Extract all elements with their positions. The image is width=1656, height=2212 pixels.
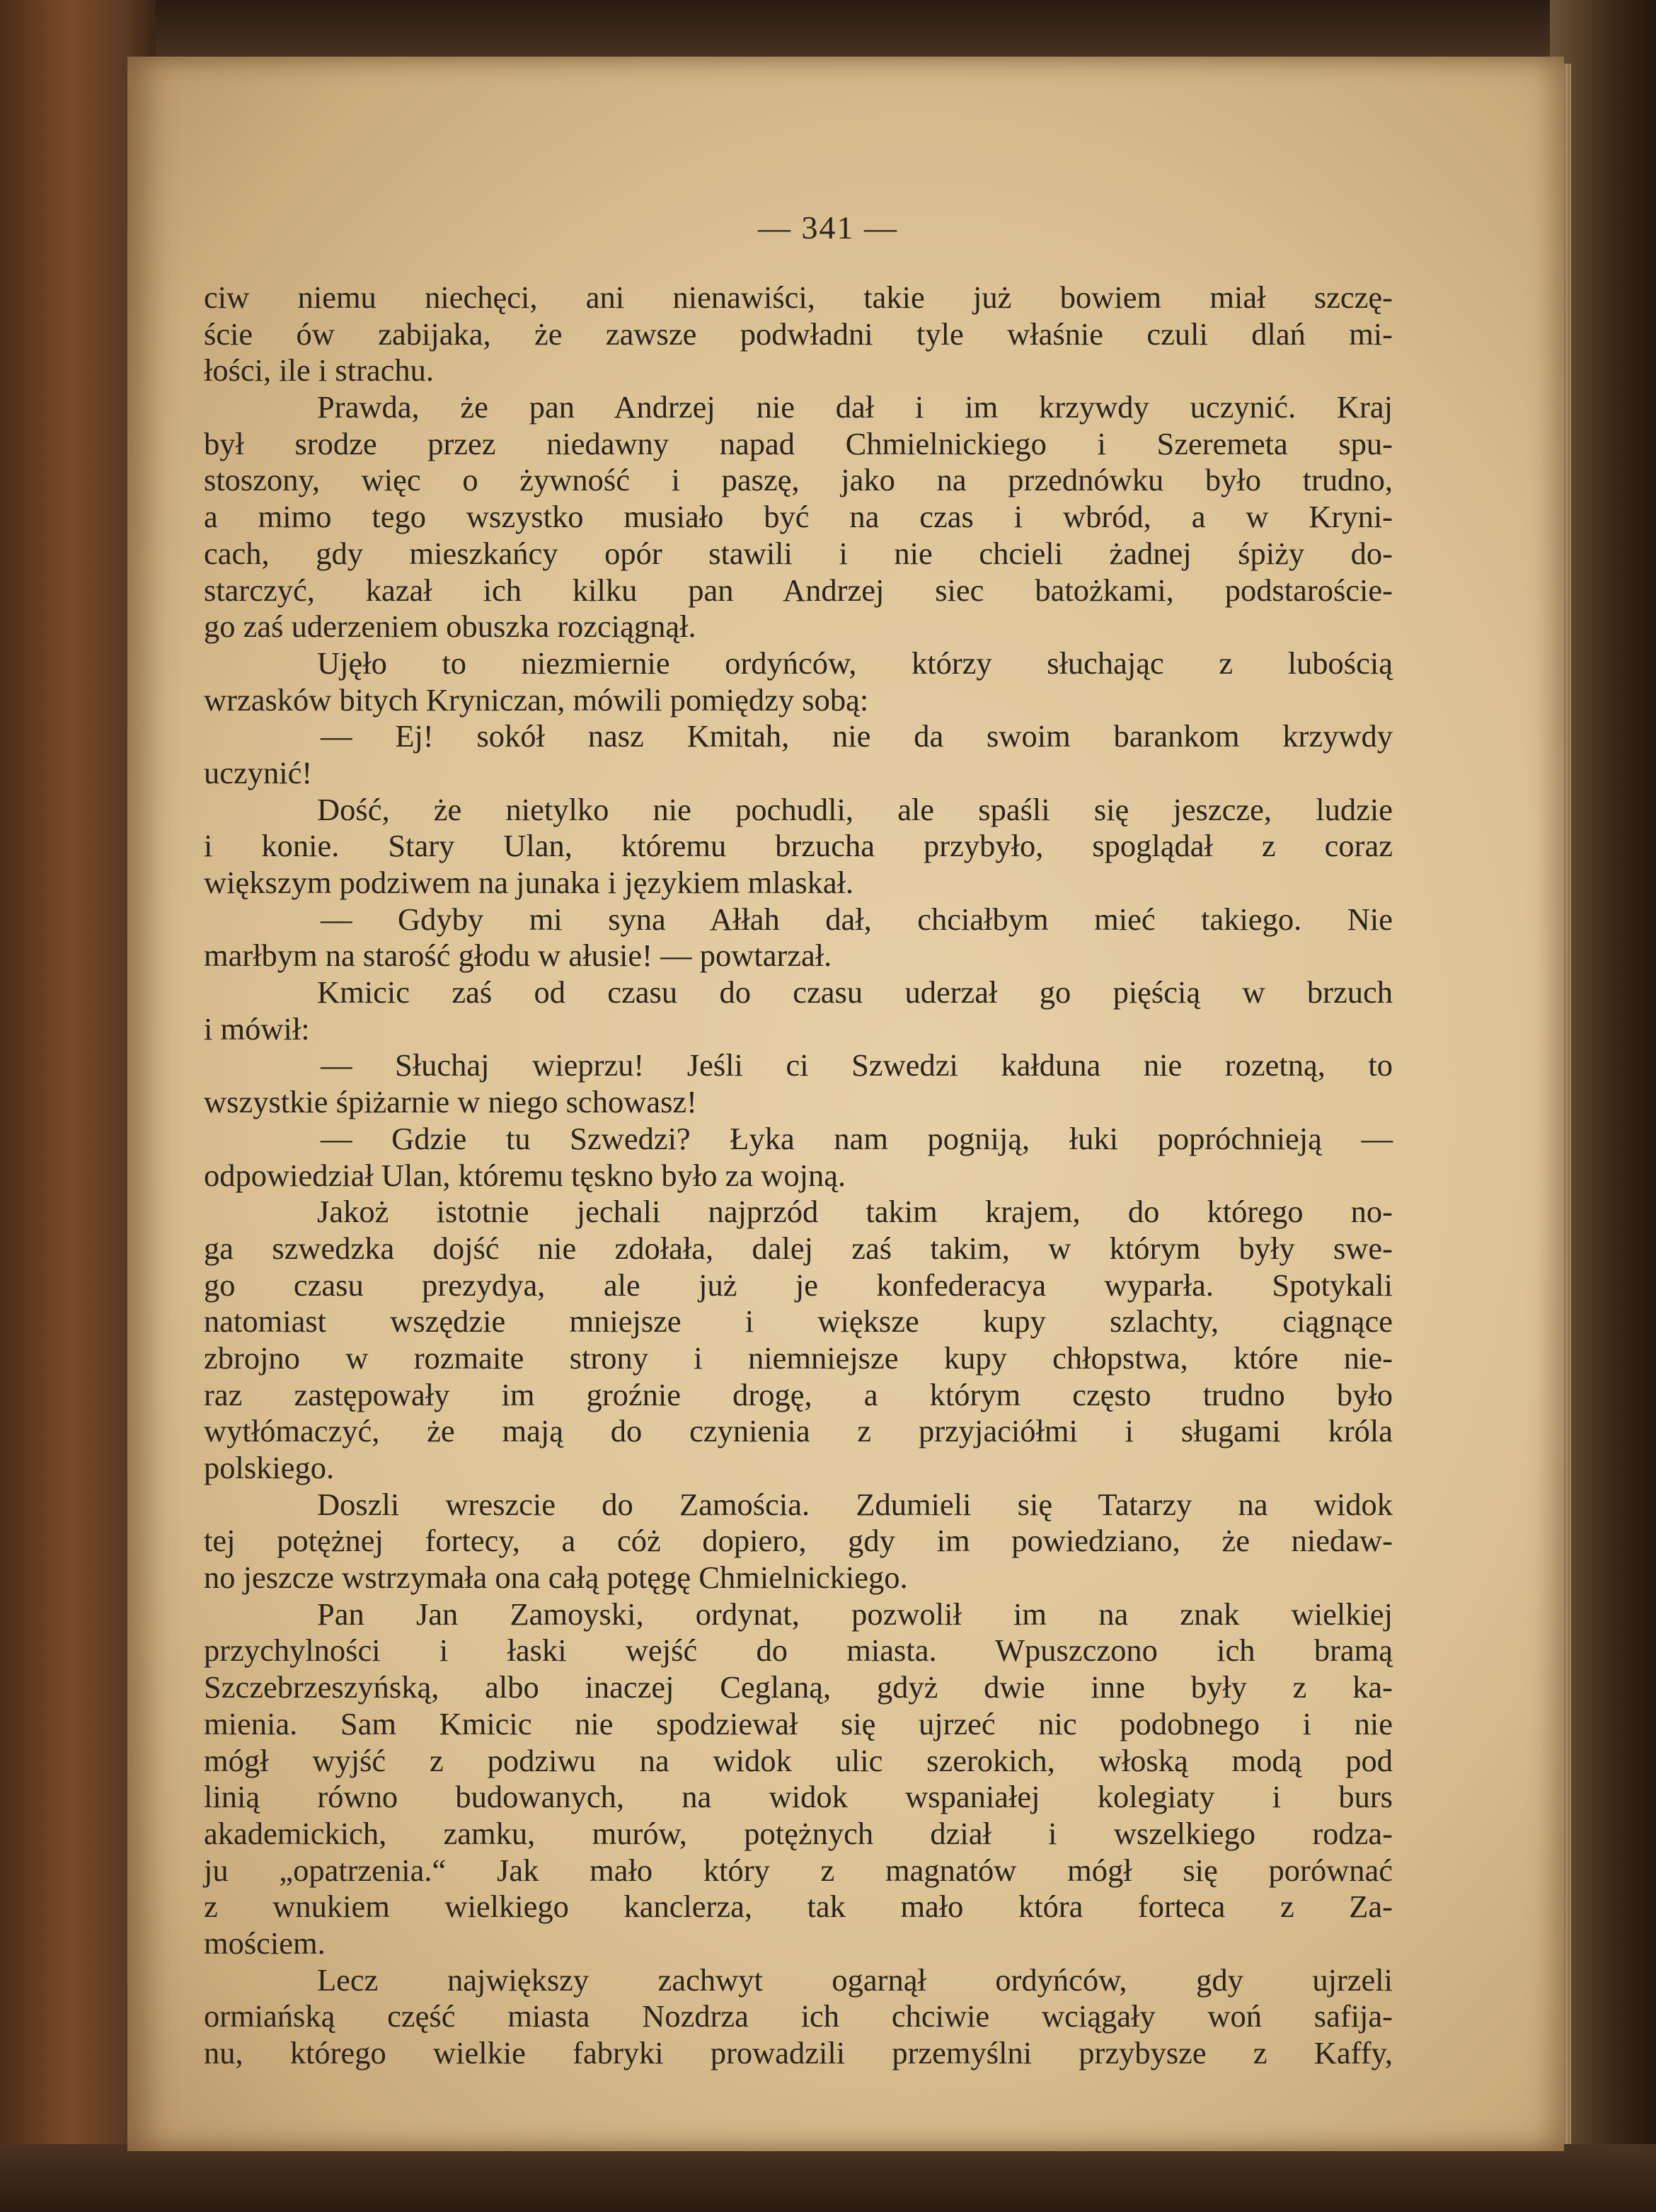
text-line: raz zastępowały im groźnie drogę, a którym często trudno było <box>204 1376 1393 1412</box>
text-line: ju „opatrzenia.“ Jak mało który z magnatów mógł się porównać <box>204 1852 1393 1888</box>
page-number-header: — 341 — <box>758 209 898 246</box>
text-line: mógł wyjść z podziwu na widok ulic szerokich, włoską modą pod <box>204 1742 1393 1778</box>
text-line: marłbym na starość głodu w ałusie! — powtarzał. <box>204 938 832 974</box>
text-line: ga szwedzka dojść nie zdołała, dalej zaś takim, w którym były swe- <box>204 1230 1393 1266</box>
text-line: z wnukiem wielkiego kanclerza, tak mało która forteca z Za- <box>204 1889 1393 1925</box>
text-line: Szczebrzeszyńską, albo inaczej Ceglaną, gdyż dwie inne były z ka- <box>204 1669 1393 1705</box>
text-line: był srodze przez niedawny napad Chmielnickiego i Szeremeta spu- <box>204 425 1393 461</box>
text-line: go zaś uderzeniem obuszka rozciągnął. <box>204 609 696 645</box>
text-line: Lecz największy zachwyt ogarnął ordyńców, gdy ujrzeli <box>317 1962 1393 1998</box>
text-line: i konie. Stary Ulan, któremu brzucha przybyło, spoglądał z coraz <box>204 828 1393 864</box>
body-text <box>204 280 1393 2072</box>
text-line: polskiego. <box>204 1450 335 1485</box>
text-line: wszystkie śpiżarnie w niego schowasz! <box>204 1084 697 1120</box>
text-line: natomiast wszędzie mniejsze i większe kupy szlachty, ciągnące <box>204 1303 1393 1340</box>
text-line: tej potężnej fortecy, a cóż dopiero, gdy im powiedziano, że niedaw- <box>204 1523 1393 1559</box>
text-line: ormiańską część miasta Nozdrza ich chciwie wciągały woń safija- <box>204 1998 1393 2034</box>
text-line: a mimo tego wszystko musiało być na czas i wbród, a w Kryni- <box>204 499 1393 535</box>
text-line: Kmicic zaś od czasu do czasu uderzał go pięścią w brzuch <box>317 974 1393 1010</box>
text-line: ciw niemu niechęci, ani nienawiści, takie już bowiem miał szczę- <box>204 280 1393 315</box>
text-line: odpowiedział Ulan, któremu tęskno było za wojną. <box>204 1157 846 1193</box>
text-line: stoszony, więc o żywność i paszę, jako na przednówku było trudno, <box>204 462 1393 498</box>
scan-background-bottom <box>0 2144 1656 2212</box>
text-line: mienia. Sam Kmicic nie spodziewał się ujrzeć nic podobnego i nie <box>204 1705 1393 1741</box>
text-line: łości, ile i strachu. <box>204 352 435 388</box>
text-line: większym podziwem na junaka i językiem mlaskał. <box>204 865 854 900</box>
text-line: Pan Jan Zamoyski, ordynat, pozwolił im na znak wielkiej <box>317 1596 1393 1632</box>
text-line: wytłómaczyć, że mają do czynienia z przyjaciółmi i sługami króla <box>204 1413 1393 1449</box>
text-line: wrzasków bitych Kryniczan, mówili pomiędzy sobą: <box>204 681 869 718</box>
text-line: Doszli wreszcie do Zamościa. Zdumieli się Tatarzy na widok <box>317 1486 1393 1522</box>
scan-background-top <box>0 0 1656 64</box>
text-line: i mówił: <box>204 1010 310 1047</box>
text-line: akademickich, zamku, murów, potężnych dział i wszelkiego rodza- <box>204 1815 1393 1851</box>
text-line: mościem. <box>204 1925 326 1961</box>
text-line: uczynić! <box>204 754 313 790</box>
text-line: go czasu prezydya, ale już je konfederacya wyparła. Spotykali <box>204 1267 1393 1303</box>
text-line: nu, którego wielkie fabryki prowadzili przemyślni przybysze z Kaffy, <box>204 2035 1393 2070</box>
text-line: cach, gdy mieszkańcy opór stawili i nie chcieli żadnej śpiży do- <box>204 535 1393 571</box>
text-line: Jakoż istotnie jechali najprzód takim krajem, do którego no- <box>317 1194 1393 1230</box>
text-line: starczyć, kazał ich kilku pan Andrzej siec batożkami, podstaroście- <box>204 572 1393 608</box>
text-line: Ujęło to niezmiernie ordyńców, którzy słuchając z lubością <box>317 645 1393 681</box>
text-line: linią równo budowanych, na widok wspaniałej kolegiaty i burs <box>204 1779 1393 1815</box>
text-line: — Gdzie tu Szwedzi? Łyka nam pogniją, łuki popróchnieją — <box>321 1120 1393 1156</box>
text-line: — Ej! sokół nasz Kmitah, nie da swoim barankom krzywdy <box>321 718 1393 754</box>
text-line: zbrojno w rozmaite strony i niemniejsze kupy chłopstwa, które nie- <box>204 1340 1393 1376</box>
text-line: — Gdyby mi syna Ałłah dał, chciałbym mieć takiego. Nie <box>321 901 1393 937</box>
text-line: przychylności i łaski wejść do miasta. Wpuszczono ich bramą <box>204 1632 1393 1669</box>
text-line: — Słuchaj wieprzu! Jeśli ci Szwedzi kałduna nie rozetną, to <box>321 1047 1393 1083</box>
text-line: no jeszcze wstrzymała ona całą potęgę Chmielnickiego. <box>204 1560 908 1596</box>
text-line: Dość, że nietylko nie pochudli, ale spaśli się jeszcze, ludzie <box>317 791 1393 827</box>
text-line: Prawda, że pan Andrzej nie dał i im krzywdy uczynić. Kraj <box>317 389 1393 425</box>
text-line: ście ów zabijaka, że zawsze podwładni tyle właśnie czuli dlań mi- <box>204 316 1393 352</box>
